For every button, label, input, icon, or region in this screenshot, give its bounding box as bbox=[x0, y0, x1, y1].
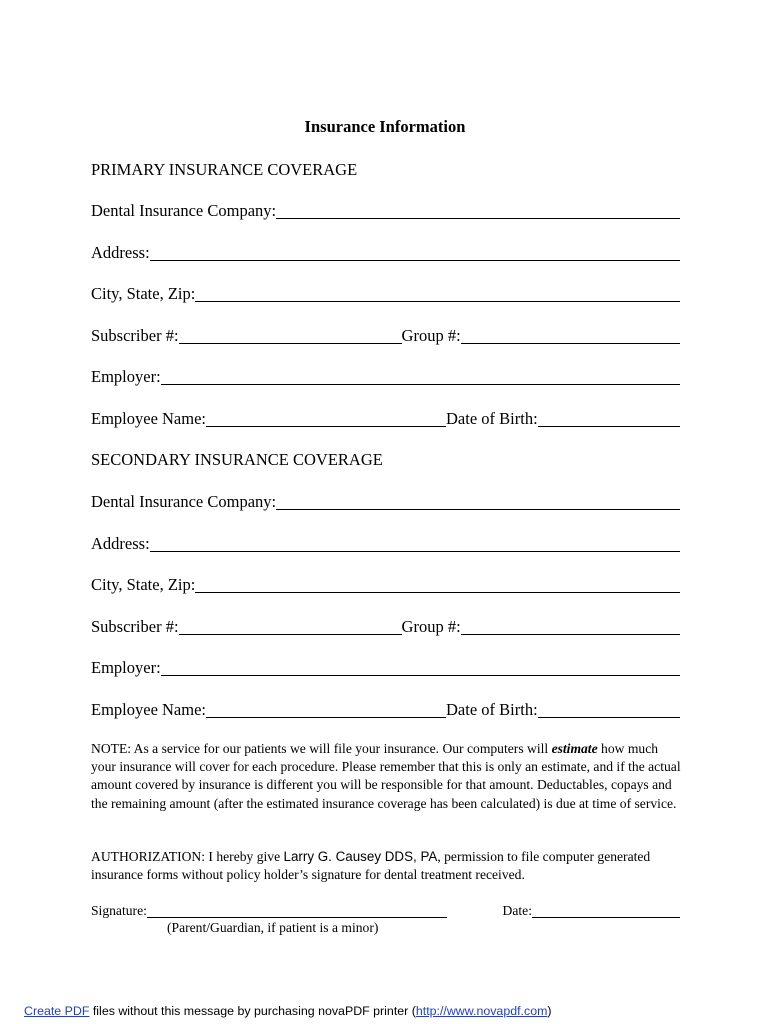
footer-banner bbox=[24, 1004, 552, 1018]
primary-group-field[interactable] bbox=[461, 327, 680, 344]
create-pdf-link[interactable]: Create PDF bbox=[24, 1004, 90, 1018]
primary-address-field[interactable] bbox=[150, 244, 680, 261]
practice-name: Larry G. Causey DDS, PA bbox=[283, 849, 438, 864]
secondary-company-field[interactable] bbox=[276, 493, 680, 510]
secondary-group-label: Group #: bbox=[401, 617, 461, 636]
secondary-company-label: Dental Insurance Company: bbox=[91, 492, 277, 511]
primary-employee-label: Employee Name: bbox=[91, 409, 207, 428]
page-title: Insurance Information bbox=[304, 117, 466, 136]
signature-subtext: (Parent/Guardian, if patient is a minor) bbox=[167, 920, 379, 935]
primary-heading: PRIMARY INSURANCE COVERAGE bbox=[91, 160, 358, 179]
note-text-2: how much your insurance will cover for each procedure. Please remember that this is only an estimate, and if the actual amount covered by insurance is different you will be responsible for that amount. Deductables, copays and the remaining amount (after the estimated insurance coverage has been calculated) is due at time of service. bbox=[91, 741, 681, 811]
primary-employee-field[interactable] bbox=[206, 410, 446, 427]
signature-label: Signature: bbox=[91, 903, 147, 918]
note-emphasis: estimate bbox=[551, 741, 598, 756]
novapdf-link[interactable]: http://www.novapdf.com bbox=[415, 1004, 548, 1018]
primary-company-label: Dental Insurance Company: bbox=[91, 201, 277, 220]
signature-field[interactable] bbox=[147, 903, 447, 918]
authorization-text-2: , permission to file computer generated insurance forms without policy holder’s signature for dental treatment received. bbox=[91, 849, 651, 883]
date-label: Date: bbox=[502, 903, 532, 918]
secondary-heading: SECONDARY INSURANCE COVERAGE bbox=[91, 450, 383, 469]
primary-dob-field[interactable] bbox=[538, 410, 680, 427]
secondary-subscriber-label: Subscriber #: bbox=[91, 617, 179, 636]
primary-address-row bbox=[91, 243, 680, 263]
primary-company-field[interactable] bbox=[276, 202, 680, 219]
signature-row bbox=[91, 902, 680, 920]
primary-subscriber-field[interactable] bbox=[179, 327, 402, 344]
primary-subscriber-label: Subscriber #: bbox=[91, 326, 179, 345]
secondary-employer-field[interactable] bbox=[161, 659, 680, 676]
secondary-company-row bbox=[91, 492, 680, 512]
secondary-city-row bbox=[91, 575, 680, 595]
primary-employer-row bbox=[91, 367, 680, 387]
secondary-city-field[interactable] bbox=[195, 576, 680, 593]
secondary-address-field[interactable] bbox=[150, 535, 680, 552]
secondary-dob-label: Date of Birth: bbox=[446, 700, 538, 719]
primary-employer-label: Employer: bbox=[91, 367, 161, 386]
primary-city-field[interactable] bbox=[195, 285, 680, 302]
authorization-paragraph bbox=[91, 848, 681, 884]
note-text-1: NOTE: As a service for our patients we will file your insurance. Our computers will bbox=[91, 741, 552, 756]
secondary-subscriber-field[interactable] bbox=[179, 618, 402, 635]
secondary-employer-label: Employer: bbox=[91, 658, 161, 677]
primary-company-row bbox=[91, 201, 680, 221]
secondary-group-field[interactable] bbox=[461, 618, 680, 635]
note-paragraph bbox=[91, 740, 681, 813]
secondary-subscriber-row bbox=[91, 617, 680, 637]
primary-employer-field[interactable] bbox=[161, 368, 680, 385]
secondary-address-label: Address: bbox=[91, 534, 150, 553]
authorization-text-1: AUTHORIZATION: I hereby give bbox=[91, 849, 284, 864]
secondary-employee-field[interactable] bbox=[206, 701, 446, 718]
primary-subscriber-row bbox=[91, 326, 680, 346]
primary-city-label: City, State, Zip: bbox=[91, 284, 196, 303]
primary-city-row bbox=[91, 284, 680, 304]
footer-text: files without this message by purchasing novaPDF printer ( bbox=[89, 1004, 416, 1018]
date-field[interactable] bbox=[532, 903, 680, 918]
secondary-city-label: City, State, Zip: bbox=[91, 575, 196, 594]
secondary-dob-field[interactable] bbox=[538, 701, 680, 718]
primary-address-label: Address: bbox=[91, 243, 150, 262]
primary-employee-row bbox=[91, 409, 680, 429]
primary-dob-label: Date of Birth: bbox=[446, 409, 538, 428]
primary-group-label: Group #: bbox=[401, 326, 461, 345]
secondary-employee-label: Employee Name: bbox=[91, 700, 207, 719]
secondary-employer-row bbox=[91, 658, 680, 678]
footer-end: ) bbox=[547, 1004, 552, 1018]
secondary-employee-row bbox=[91, 700, 680, 720]
secondary-address-row bbox=[91, 534, 680, 554]
